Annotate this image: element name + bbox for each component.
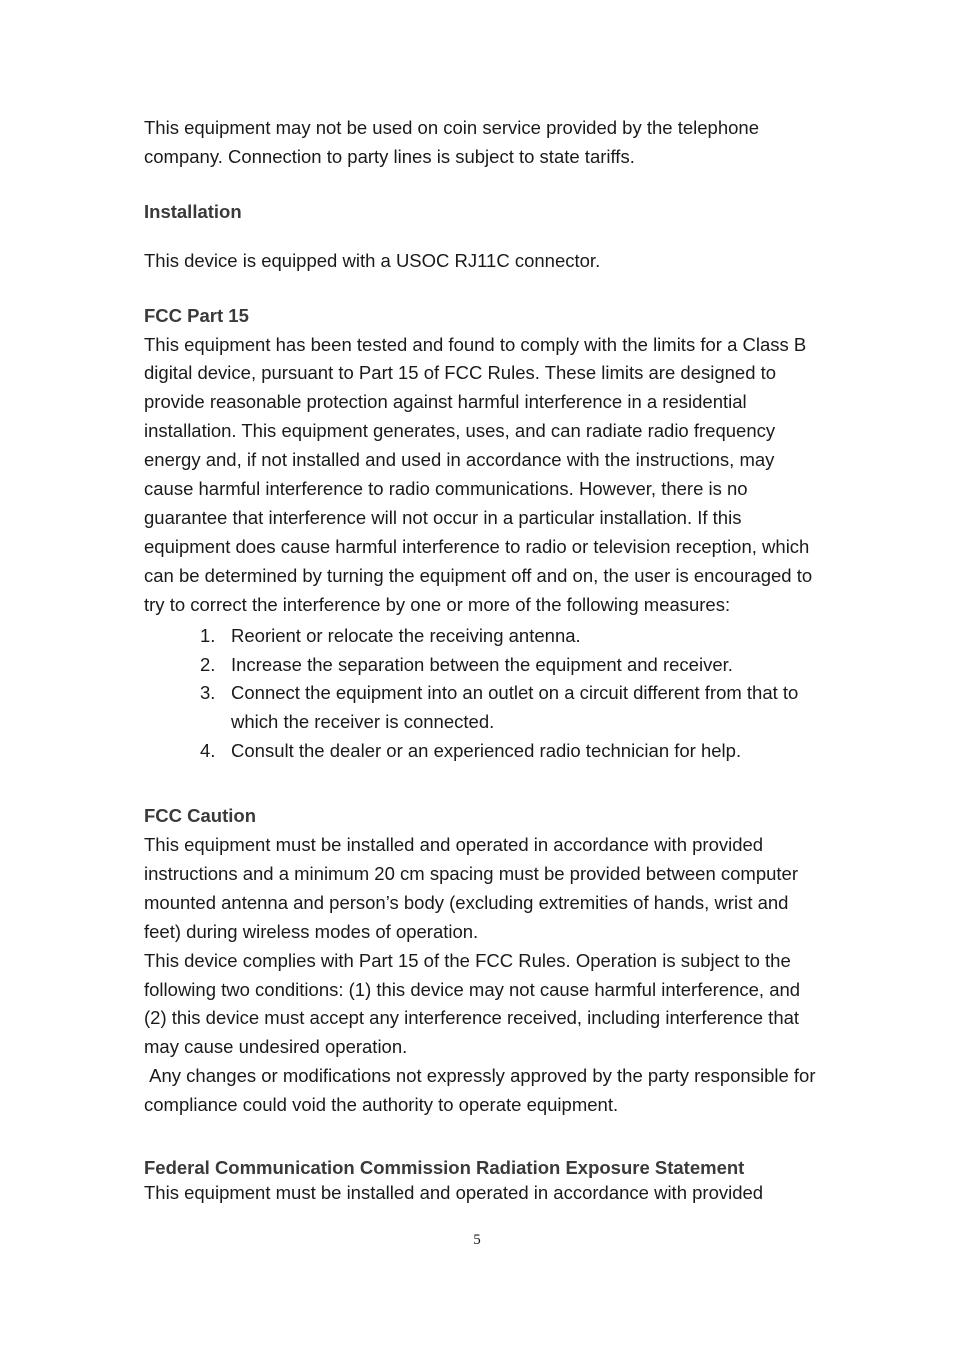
radiation-text: This equipment must be installed and operated in accordance with provided — [144, 1182, 764, 1204]
fcc-caution-paragraph-1: This equipment must be installed and operated in accordance with provided instructions and a minimum 20 cm spacing must be provided between computer mounted antenna and person’s body (excluding extremities of hands, wrist and feet) during wireless modes of operation. — [144, 834, 798, 942]
list-item — [144, 622, 824, 651]
page-number: 5 — [473, 1232, 481, 1248]
list-item-number: 1. — [200, 624, 216, 646]
list-item — [144, 651, 824, 680]
list-item-text: Increase the separation between the equipment and receiver. — [231, 653, 733, 675]
installation-text: This device is equipped with a USOC RJ11C connector. — [144, 249, 601, 271]
intro-paragraph: This equipment may not be used on coin service provided by the telephone company. Connection to party lines is subject to state tariffs. — [144, 117, 759, 167]
list-item-number: 2. — [200, 653, 216, 675]
list-item-text: Consult the dealer or an experienced radio technician for help. — [231, 740, 742, 762]
fcc-part15-text: This equipment has been tested and found to comply with the limits for a Class B digital device, pursuant to Part 15 of FCC Rules. These limits are designed to provide reasonable protection against harmful interference in a residential installation. This equipment generates, uses, and can radiate radio frequency energy and, if not installed and used in accordance with the instructions, may cause harmful interference to radio communications. However, there is no guarantee that interference will not occur in a particular installation. If this equipment does cause harmful interference to radio or television reception, which can be determined by turning the equipment off and on, the user is encouraged to try to correct the interference by one or more of the following measures: — [144, 333, 813, 615]
measures-list — [144, 622, 824, 767]
fcc-caution-heading: FCC Caution — [144, 805, 257, 827]
list-item — [144, 737, 824, 766]
radiation-heading: Federal Communication Commission Radiation Exposure Statement — [144, 1157, 745, 1179]
list-item-number: 3. — [200, 682, 216, 704]
list-item-text: Reorient or relocate the receiving antenna. — [231, 624, 581, 646]
list-item — [144, 679, 824, 737]
page-content — [144, 114, 824, 1206]
installation-heading: Installation — [144, 200, 242, 222]
list-item-text: Connect the equipment into an outlet on a circuit different from that to which the receiver is connected. — [231, 682, 799, 733]
list-item-number: 4. — [200, 740, 216, 762]
fcc-caution-paragraph-3: Any changes or modifications not expressly approved by the party responsible for compliance could void the authority to operate equipment. — [144, 1065, 821, 1116]
fcc-part15-heading: FCC Part 15 — [144, 304, 249, 326]
fcc-caution-paragraph-2: This device complies with Part 15 of the FCC Rules. Operation is subject to the following two conditions: (1) this device may not cause harmful interference, and (2) this device must accept any interference received, including interference that may cause undesired operation. — [144, 949, 801, 1058]
